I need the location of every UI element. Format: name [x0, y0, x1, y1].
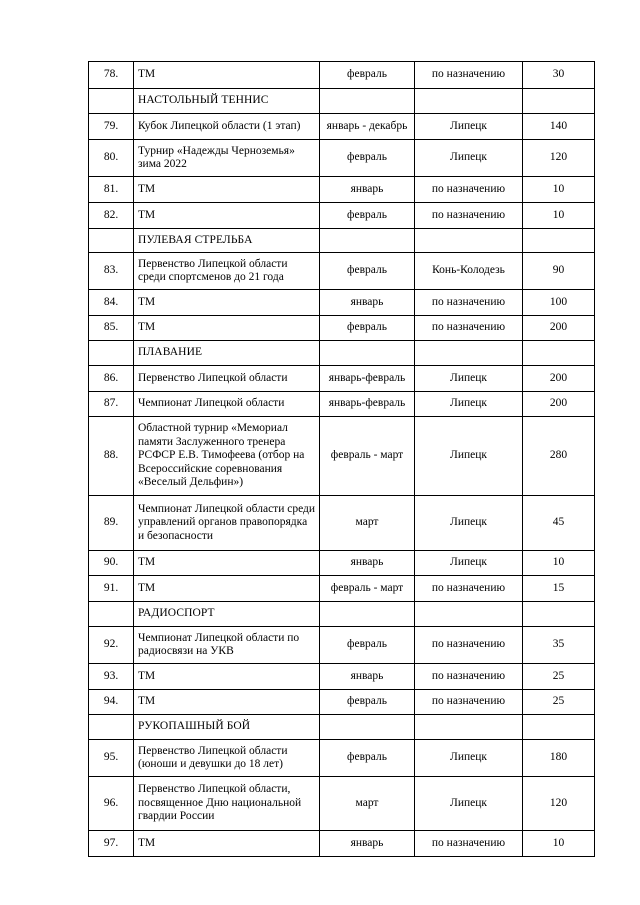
event-name-cell: ТМ — [134, 316, 320, 341]
period-cell: февраль — [320, 690, 415, 715]
place-cell: по назначению — [415, 831, 523, 857]
period-cell: февраль - март — [320, 417, 415, 496]
place-cell — [415, 715, 523, 740]
event-name-cell: ТМ — [134, 551, 320, 576]
event-name-cell: ТМ — [134, 664, 320, 690]
row-number-cell: 93. — [89, 664, 134, 690]
event-name-cell: ТМ — [134, 831, 320, 857]
quantity-cell: 35 — [523, 627, 595, 664]
quantity-cell — [523, 341, 595, 366]
table-row — [89, 417, 595, 496]
place-cell: Липецк — [415, 392, 523, 417]
period-cell: февраль — [320, 140, 415, 177]
place-cell — [415, 89, 523, 114]
place-cell: Конь-Колодезь — [415, 253, 523, 290]
event-name-cell: Первенство Липецкой области — [134, 366, 320, 392]
quantity-cell — [523, 229, 595, 253]
table-row — [89, 203, 595, 229]
period-cell: январь-февраль — [320, 366, 415, 392]
place-cell: по назначению — [415, 664, 523, 690]
quantity-cell: 90 — [523, 253, 595, 290]
row-number-cell: 97. — [89, 831, 134, 857]
row-number-cell — [89, 229, 134, 253]
place-cell: по назначению — [415, 316, 523, 341]
quantity-cell: 45 — [523, 496, 595, 551]
period-cell: февраль — [320, 740, 415, 777]
row-number-cell: 80. — [89, 140, 134, 177]
table-row — [89, 253, 595, 290]
place-cell: Липецк — [415, 551, 523, 576]
row-number-cell: 96. — [89, 777, 134, 831]
event-name-cell: ТМ — [134, 203, 320, 229]
row-number-cell: 82. — [89, 203, 134, 229]
place-cell: по назначению — [415, 690, 523, 715]
table-row — [89, 551, 595, 576]
period-cell: февраль — [320, 253, 415, 290]
quantity-cell — [523, 602, 595, 627]
event-name-cell: Чемпионат Липецкой области по радиосвязи на УКВ — [134, 627, 320, 664]
period-cell: февраль — [320, 203, 415, 229]
event-name-cell: ТМ — [134, 62, 320, 89]
place-cell: по назначению — [415, 290, 523, 316]
period-cell: январь — [320, 290, 415, 316]
period-cell: февраль — [320, 316, 415, 341]
row-number-cell: 84. — [89, 290, 134, 316]
row-number-cell: 95. — [89, 740, 134, 777]
row-number-cell: 87. — [89, 392, 134, 417]
row-number-cell: 89. — [89, 496, 134, 551]
period-cell: январь-февраль — [320, 392, 415, 417]
place-cell: Липецк — [415, 366, 523, 392]
quantity-cell: 200 — [523, 316, 595, 341]
row-number-cell: 92. — [89, 627, 134, 664]
period-cell — [320, 602, 415, 627]
event-name-cell: ТМ — [134, 690, 320, 715]
period-cell: январь - декабрь — [320, 114, 415, 140]
row-number-cell: 85. — [89, 316, 134, 341]
row-number-cell: 91. — [89, 576, 134, 602]
event-name-cell: Первенство Липецкой области, посвященное Дню национальной гвардии России — [134, 777, 320, 831]
event-name-cell: Кубок Липецкой области (1 этап) — [134, 114, 320, 140]
quantity-cell: 120 — [523, 777, 595, 831]
period-cell — [320, 89, 415, 114]
row-number-cell: 88. — [89, 417, 134, 496]
table-row — [89, 740, 595, 777]
sport-section-title: РУКОПАШНЫЙ БОЙ — [134, 715, 320, 740]
place-cell: Липецк — [415, 496, 523, 551]
quantity-cell: 10 — [523, 831, 595, 857]
section-header-row — [89, 229, 595, 253]
row-number-cell: 86. — [89, 366, 134, 392]
period-cell: январь — [320, 177, 415, 203]
row-number-cell: 81. — [89, 177, 134, 203]
period-cell: январь — [320, 831, 415, 857]
event-name-cell: Чемпионат Липецкой области — [134, 392, 320, 417]
place-cell: Липецк — [415, 740, 523, 777]
event-name-cell: Первенство Липецкой области среди спортсменов до 21 года — [134, 253, 320, 290]
row-number-cell: 79. — [89, 114, 134, 140]
table-row — [89, 366, 595, 392]
row-number-cell: 94. — [89, 690, 134, 715]
table-row — [89, 140, 595, 177]
event-name-cell: ТМ — [134, 576, 320, 602]
event-name-cell: ТМ — [134, 177, 320, 203]
quantity-cell: 140 — [523, 114, 595, 140]
period-cell — [320, 229, 415, 253]
row-number-cell — [89, 602, 134, 627]
table-row — [89, 627, 595, 664]
row-number-cell — [89, 89, 134, 114]
period-cell: январь — [320, 551, 415, 576]
event-name-cell: Чемпионат Липецкой области среди управлений органов правопорядка и безопасности — [134, 496, 320, 551]
event-name-cell: ТМ — [134, 290, 320, 316]
period-cell: март — [320, 496, 415, 551]
place-cell: Липецк — [415, 417, 523, 496]
quantity-cell: 25 — [523, 690, 595, 715]
event-name-cell: Первенство Липецкой области (юноши и девушки до 18 лет) — [134, 740, 320, 777]
events-table-body — [89, 62, 595, 857]
table-row — [89, 392, 595, 417]
period-cell: январь — [320, 664, 415, 690]
section-header-row — [89, 602, 595, 627]
quantity-cell: 25 — [523, 664, 595, 690]
quantity-cell — [523, 89, 595, 114]
table-row — [89, 777, 595, 831]
place-cell: по назначению — [415, 627, 523, 664]
place-cell: по назначению — [415, 62, 523, 89]
quantity-cell — [523, 715, 595, 740]
place-cell: Липецк — [415, 777, 523, 831]
period-cell: февраль - март — [320, 576, 415, 602]
table-row — [89, 496, 595, 551]
quantity-cell: 10 — [523, 177, 595, 203]
row-number-cell — [89, 341, 134, 366]
section-header-row — [89, 89, 595, 114]
row-number-cell: 90. — [89, 551, 134, 576]
row-number-cell — [89, 715, 134, 740]
sport-section-title: НАСТОЛЬНЫЙ ТЕННИС — [134, 89, 320, 114]
quantity-cell: 100 — [523, 290, 595, 316]
place-cell — [415, 229, 523, 253]
table-row — [89, 290, 595, 316]
table-row — [89, 664, 595, 690]
table-row — [89, 177, 595, 203]
quantity-cell: 10 — [523, 203, 595, 229]
event-name-cell: Областной турнир «Мемориал памяти Заслуженного тренера РСФСР Е.В. Тимофеева (отбор на Всероссийские соревнования «Веселый Дельфин») — [134, 417, 320, 496]
quantity-cell: 10 — [523, 551, 595, 576]
period-cell: март — [320, 777, 415, 831]
quantity-cell: 200 — [523, 366, 595, 392]
period-cell: февраль — [320, 627, 415, 664]
table-row — [89, 316, 595, 341]
place-cell: по назначению — [415, 203, 523, 229]
table-row — [89, 576, 595, 602]
table-row — [89, 62, 595, 89]
quantity-cell: 30 — [523, 62, 595, 89]
place-cell — [415, 602, 523, 627]
quantity-cell: 120 — [523, 140, 595, 177]
table-row — [89, 690, 595, 715]
row-number-cell: 83. — [89, 253, 134, 290]
section-header-row — [89, 341, 595, 366]
sport-section-title: ПЛАВАНИЕ — [134, 341, 320, 366]
place-cell: Липецк — [415, 114, 523, 140]
section-header-row — [89, 715, 595, 740]
quantity-cell: 200 — [523, 392, 595, 417]
row-number-cell: 78. — [89, 62, 134, 89]
place-cell: Липецк — [415, 140, 523, 177]
period-cell — [320, 341, 415, 366]
quantity-cell: 280 — [523, 417, 595, 496]
sport-section-title: ПУЛЕВАЯ СТРЕЛЬБА — [134, 229, 320, 253]
quantity-cell: 180 — [523, 740, 595, 777]
period-cell — [320, 715, 415, 740]
period-cell: февраль — [320, 62, 415, 89]
table-row — [89, 114, 595, 140]
quantity-cell: 15 — [523, 576, 595, 602]
events-table — [88, 61, 595, 857]
event-name-cell: Турнир «Надежды Черноземья» зима 2022 — [134, 140, 320, 177]
place-cell — [415, 341, 523, 366]
table-row — [89, 831, 595, 857]
sport-section-title: РАДИОСПОРТ — [134, 602, 320, 627]
place-cell: по назначению — [415, 177, 523, 203]
place-cell: по назначению — [415, 576, 523, 602]
